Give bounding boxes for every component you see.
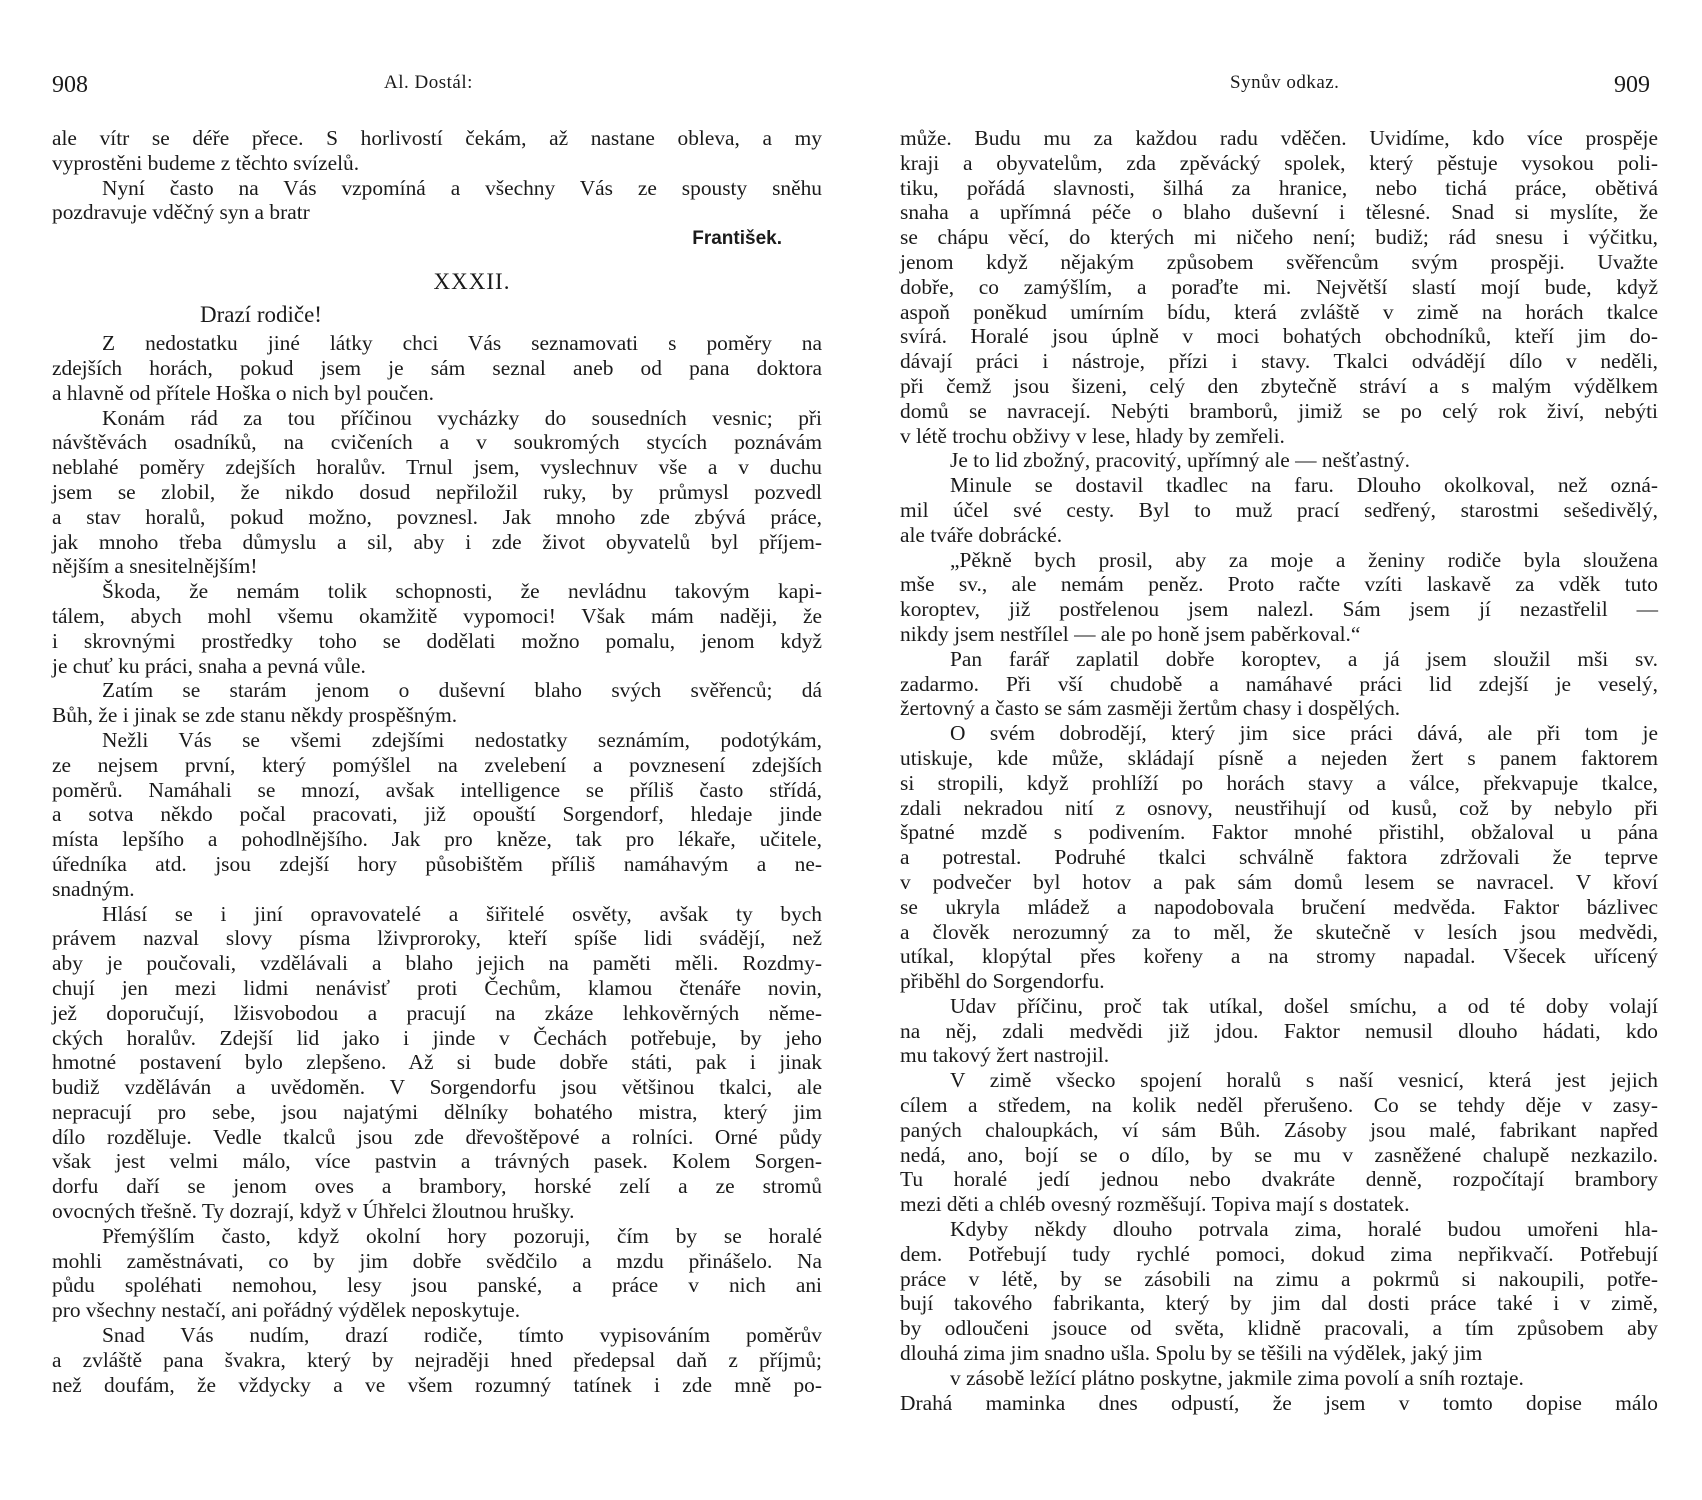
text-line: ovocných třešně. Ty dozrají, když v Úhřelci žloutnou hrušky. (52, 1199, 575, 1224)
text-line: půdu spoléhati nemohou, lesy jsou panské, a práce v nich ani (52, 1273, 822, 1298)
text-line: a hlavně od přítele Hoška o nich byl poučen. (52, 380, 434, 405)
text-line: kraji a obyvatelům, zda zpěvácký spolek, který pěstuje vysokou poli- (900, 150, 1658, 175)
text-line: však jest velmi málo, více pastvin a trávných pasek. Kolem Sorgen- (52, 1149, 822, 1174)
text-line: a potrestal. Podruhé tkalci schválně faktora zdržovali že teprve (900, 845, 1658, 870)
text-line: v létě trochu obživy v lese, hlady by zemřeli. (900, 423, 1285, 448)
text-line: snaha a upřímná péče o blaho duševní i tělesné. Snad si myslíte, že (900, 200, 1658, 225)
text-line: se ukryla mládež a napodobovala bručení medvěda. Faktor bázlivec (900, 894, 1658, 919)
text-line: v zásobě ležící plátno poskytne, jakmile zima povolí a sníh roztaje. (950, 1365, 1524, 1390)
text-line: na něj, zdali medvědi již jdou. Faktor nemusil dlouho hádati, kdo (900, 1018, 1658, 1043)
text-line: svírá. Horalé jsou úplně v moci bohatých obchodníků, kteří jim do- (900, 324, 1658, 349)
text-line: dlouhá zima jim snadno ušla. Spolu by se těšili na výdělek, jaký jim (900, 1341, 1483, 1366)
letter-salutation: Drazí rodiče! (200, 302, 322, 328)
left-page-number: 908 (52, 72, 88, 98)
text-line: a stav horalů, pokud možno, povznesl. Jak mnoho zde zbývá práce, (52, 504, 822, 529)
text-line: i skrovnými prostředky toho se dodělati možno pomalu, jenom když (52, 628, 822, 653)
text-line: místa lepšího a pohodlnějšího. Jak pro kněze, tak pro lékaře, učitele, (52, 827, 822, 852)
text-line: pro všechny nestačí, ani pořádný výdělek neposkytuje. (52, 1298, 521, 1323)
text-line: se chápu věcí, do kterých mi ničeho není; budiž; rád snesu i výčitku, (900, 225, 1658, 250)
right-page (900, 0, 1658, 1500)
text-line: „Pěkně bych prosil, aby za moje a ženiny rodiče byla sloužena (950, 547, 1658, 572)
text-line: mil účel své cesty. Byl to muž prací sedřený, starostmi sešedivělý, (900, 497, 1658, 522)
text-line: ale tváře dobrácké. (900, 522, 1063, 547)
text-line: dorfu daří se jenom oves a brambory, horské zelí a ze stromů (52, 1174, 822, 1199)
text-line: O svém dobrodějí, který jim sice práci dává, ale při tom je (950, 721, 1658, 746)
right-page-text (900, 126, 1658, 1415)
text-line: budiž vzděláván a uvědoměn. V Sorgendorfu jsou většinou tkalci, ale (52, 1075, 822, 1100)
text-line: neblahé poměry zdejších horalův. Trnul jsem, vyslechnuv vše a v duchu (52, 455, 822, 480)
text-line: utiskuje, kde může, skládají písně a nejeden žert s panem faktorem (900, 745, 1658, 770)
text-line: právem nazval slovy písma lživproroky, kteří spíše lidi svádějí, než (52, 926, 822, 951)
text-line: jsem se zlobil, že nikdo dosud nepřiložil ruky, by průmysl pozvedl (52, 479, 822, 504)
text-line: zdali nekradou nití z osnovy, neustřihují od kusů, což by nebylo při (900, 795, 1658, 820)
text-line: ze nejsem první, který pomýšlel na zvelebení a povznesení zdejších (52, 752, 822, 777)
text-line: mohli zaměstnávati, co by jim dobře svědčilo a mzdu přinášelo. Na (52, 1248, 822, 1273)
text-line: nějším a snesitelnějším! (52, 554, 258, 579)
text-line: Z nedostatku jiné látky chci Vás seznamovati s poměry na (102, 331, 822, 356)
text-line: tiku, pořádá slavnosti, šilhá za hranice, nebo tichá práce, obětivá (900, 175, 1658, 200)
letter-signature: František. (692, 228, 782, 250)
text-line: Bůh, že i jinak se zde stanu někdy prospěšným. (52, 703, 458, 728)
text-line: Škoda, že nemám tolik schopnosti, že nevládnu takovým kapi- (102, 579, 822, 604)
text-line: aspoň poněkud umírním bídu, která zvláště v zimě na horách tkalce (900, 299, 1658, 324)
right-running-head: Synův odkaz. (1230, 72, 1340, 93)
text-line: jenom když nějakým způsobem svěřencům svým prospěji. Uvažte (900, 249, 1658, 274)
chapter-number: XXXII. (433, 269, 511, 295)
text-line: Zatím se starám jenom o duševní blaho svých svěřenců; dá (102, 678, 822, 703)
text-line: Nyní často na Vás vzpomíná a všechny Vás ze spousty sněhu (102, 175, 822, 200)
text-line: než doufám, že vždycky a ve všem rozumný tatínek i zde mně po- (52, 1372, 822, 1397)
text-line: aby je poučovali, vzdělávali a blaho jejich na paměti měli. Rozdmy- (52, 951, 822, 976)
text-line: snadným. (52, 876, 135, 901)
text-line: ale vítr se déře přece. S horlivostí čekám, až nastane obleva, a my (52, 126, 822, 150)
text-line: hmotné postavení bylo zlepšeno. Až si bude dobře státi, pak i jinak (52, 1050, 822, 1075)
left-running-head: Al. Dostál: (384, 72, 473, 93)
text-line: nikdy jsem nestřílel — ale po honě jsem paběrkoval.“ (900, 621, 1361, 646)
text-line: Je to lid zbožný, pracovitý, upřímný ale — nešťastný. (950, 448, 1411, 473)
text-line: přiběhl do Sorgendorfu. (900, 969, 1105, 994)
text-line: v podvečer byl hotov a pak sám domů lesem se navracel. V křoví (900, 869, 1658, 894)
text-line: mezi děti a chléb ovesný rozměšují. Topiva mají s dostatek. (900, 1192, 1410, 1217)
text-line: domů se navracejí. Nebýti bramborů, jimiž se po celý rok živí, nebýti (900, 398, 1658, 423)
text-line: koroptev, již postřelenou jsem nalezl. Sám jsem jí nezastřelil — (900, 597, 1658, 622)
right-page-number: 909 (1614, 72, 1650, 98)
text-line: práce v létě, by se zásobili na zimu a pokrmů si nakoupili, potře- (900, 1266, 1658, 1291)
text-line: Přemýšlím často, když okolní hory pozoruji, čím by se horalé (102, 1223, 822, 1248)
left-page-header (52, 72, 822, 102)
right-page-header (900, 72, 1658, 102)
text-line: může. Budu mu za každou radu vděčen. Uvidíme, kdo více prospěje (900, 126, 1658, 150)
text-line: dobře, co zamýšlím, a poraďte mi. Největší slastí mojí bude, když (900, 274, 1658, 299)
text-line: pozdravuje vděčný syn a bratr (52, 200, 310, 225)
text-line: nedá, ano, bojí se o dílo, by se mu v zasněžené chalupě nezkazilo. (900, 1142, 1658, 1167)
text-line: Udav příčinu, proč tak utíkal, došel smíchu, a od té doby volají (950, 993, 1658, 1018)
text-line: návštěvách osadníků, na cvičeních a v soukromých stycích poznávám (52, 430, 822, 455)
text-line: cílem a středem, na kolik neděl přerušeno. Co se tehdy děje v zasy- (900, 1093, 1658, 1118)
text-line: jež doporučují, lžisvobodou a pracují na zkáze lehkověrných něme- (52, 1000, 822, 1025)
text-line: utíkal, klopýtal přes kořeny a na stromy napadal. Všecek uřícený (900, 944, 1658, 969)
text-line: chují jen mezi lidmi nenávisť proti Čechům, klamou čtenáře novin, (52, 975, 822, 1000)
text-line: a sotva někdo počal pracovati, již opouští Sorgendorf, hledaje jinde (52, 802, 822, 827)
text-line: V zimě všecko spojení horalů s naší vesnicí, která jest jejich (950, 1068, 1658, 1093)
text-line: je chuť ku práci, snaha a pevná vůle. (52, 653, 366, 678)
text-line: jak mnoho třeba důmyslu a sil, aby i zde život obyvatelů byl příjem- (52, 529, 822, 554)
text-line: si stropili, když prohlíží po horách stavy a válce, překvapuje tkalce, (900, 770, 1658, 795)
text-line: žertovný a často se sám zasměji žertům chasy i dospělých. (900, 696, 1401, 721)
text-line: poměrů. Namáhali se mnozí, avšak intelligence se příliš často střídá, (52, 777, 822, 802)
text-line: Minule se dostavil tkadlec na faru. Dlouho okolkoval, než ozná- (950, 473, 1658, 498)
text-line: Tu horalé jedí jednou nebo dvakráte denně, rozpočítají brambory (900, 1167, 1658, 1192)
text-line: při čemž jsou šizeni, celý den zbytečně stráví a s malým výdělkem (900, 373, 1658, 398)
text-line: a zvláště pana švakra, který by nejraději hned předepsal daň z příjmů; (52, 1347, 822, 1372)
text-line: mu takový žert nastrojil. (900, 1043, 1110, 1068)
text-line: Pan farář zaplatil dobře koroptev, a já jsem sloužil mši sv. (950, 646, 1658, 671)
text-line: Nežli Vás se všemi zdejšími nedostatky seznámím, podotýkám, (102, 727, 822, 752)
text-line: Konám rád za tou příčinou vycházky do sousedních vesnic; při (102, 405, 822, 430)
text-line: zdejších horách, pokud jsem je sám seznal aneb od pana doktora (52, 355, 822, 380)
left-page (52, 0, 822, 1500)
text-line: Hlásí se i jiní opravovatelé a šiřitelé osvěty, avšak ty bych (102, 901, 822, 926)
text-line: Kdyby někdy dlouho potrvala zima, horalé budou umořeni hla- (950, 1217, 1658, 1242)
text-line: a člověk nerozumný za to měl, že skutečně v lesích jsou medvědi, (900, 919, 1658, 944)
text-line: dávají práci i nástroje, přízi i stavy. Tkalci odvádějí dílo v neděli, (900, 349, 1658, 374)
text-line: vyprostěni budeme z těchto svízelů. (52, 150, 360, 175)
text-line: špatné mzdě s podivením. Faktor mnohé přistihl, obžaloval u pána (900, 820, 1658, 845)
text-line: mše sv., ale nemám peněz. Proto račte vzíti laskavě za vděk tuto (900, 572, 1658, 597)
text-line: tálem, abych mohl všemu okamžitě vypomoci! Však mám naději, že (52, 603, 822, 628)
text-line: zadarmo. Při vší chudobě a namáhavé práci lid zdejší je veselý, (900, 671, 1658, 696)
left-page-text (52, 126, 822, 1397)
text-line: úředníka atd. jsou zdejší hory působištěm příliš namáhavým a ne- (52, 851, 822, 876)
text-line: ckých horalův. Zdejší lid jako i jinde v Čechách potřebuje, by jeho (52, 1025, 822, 1050)
text-line: dem. Potřebují tudy rychlé pomoci, dokud zima nepřikvačí. Potřebují (900, 1241, 1658, 1266)
text-line: dílo rozděluje. Vedle tkalců jsou zde dřevoštěpové a rolníci. Orné půdy (52, 1124, 822, 1149)
text-line: Drahá maminka dnes odpustí, že jsem v tomto dopise málo (900, 1390, 1658, 1415)
text-line: nepracují pro sebe, jsou najatými dělníky bohatého mistra, který jim (52, 1099, 822, 1124)
text-line: bují takového fabrikanta, který by jim dal dosti práce také i v zimě, (900, 1291, 1658, 1316)
text-line: by odloučeni jsouce od světa, klidně pracovali, a tím způsobem aby (900, 1316, 1658, 1341)
text-line: paných chaloupkách, ví sám Bůh. Zásoby jsou malé, fabrikant napřed (900, 1117, 1658, 1142)
text-line: Snad Vás nudím, drazí rodiče, tímto vypisováním poměrův (102, 1323, 822, 1348)
